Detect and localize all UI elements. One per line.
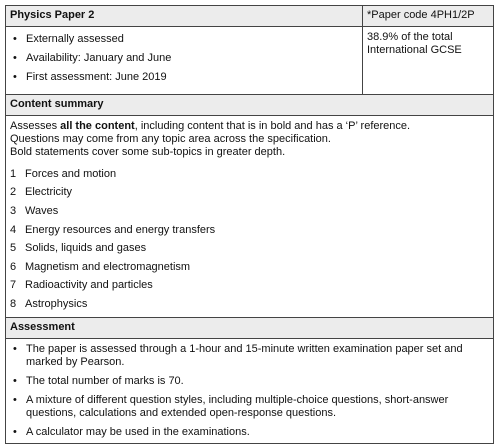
topic-item: [10, 165, 489, 184]
intro-line-2: Questions may come from any topic area across the specification.: [10, 133, 331, 145]
info-row: [6, 27, 493, 95]
weighting-cell: 38.9% of the total International GCSE: [367, 31, 462, 56]
topic-item: [10, 258, 489, 277]
intro-after: , including content that is in bold and has a ‘P’ reference.: [134, 120, 411, 132]
topic-label: Forces and motion: [25, 167, 117, 180]
topic-label: Waves: [25, 204, 59, 217]
assessment-item: • The paper is assessed through a 1-hour and 15-minute written examination paper set and marked by Pearson.: [10, 343, 489, 369]
topic-number: 2: [10, 186, 17, 199]
topic-item: [10, 202, 489, 221]
topic-label: Radioactivity and particles: [25, 279, 153, 292]
info-list: [10, 33, 358, 84]
topic-label: Astrophysics: [25, 297, 88, 310]
paper-code: *Paper code 4PH1/2P: [367, 9, 475, 21]
topic-label: Energy resources and energy transfers: [25, 223, 216, 236]
topic-number: 6: [10, 260, 17, 273]
intro-line-3: Bold statements cover some sub-topics in greater depth.: [10, 146, 286, 158]
topic-item: [10, 295, 489, 314]
spec-table: [5, 5, 494, 444]
content-summary-heading: Content summary: [6, 95, 493, 116]
info-item: • Availability: January and June: [10, 52, 358, 65]
topic-number: 8: [10, 297, 17, 310]
topic-list: [10, 165, 489, 314]
content-summary-body: [6, 116, 493, 318]
assessment-item: • A calculator may be used in the examinations.: [10, 426, 489, 439]
intro-bold: all the content: [60, 120, 135, 132]
assessment-body: [6, 339, 493, 443]
info-item: • Externally assessed: [10, 33, 358, 46]
topic-item: [10, 221, 489, 240]
topic-label: Solids, liquids and gases: [25, 242, 147, 255]
assessment-heading: Assessment: [6, 318, 493, 339]
assessment-item: • A mixture of different question styles, including multiple-choice questions, short-answer questions, calculations and extended open-response questions.: [10, 394, 489, 420]
assessment-list: [10, 343, 489, 439]
topic-label: Magnetism and electromagnetism: [25, 260, 191, 273]
topic-number: 5: [10, 242, 17, 255]
topic-item: [10, 184, 489, 203]
topic-item: [10, 277, 489, 296]
topic-number: 3: [10, 204, 17, 217]
header-row: [6, 6, 493, 27]
intro-before: Assesses: [10, 120, 61, 132]
topic-number: 1: [10, 167, 17, 180]
info-cell: [6, 27, 363, 94]
topic-number: 7: [10, 279, 17, 292]
topic-item: [10, 239, 489, 258]
topic-label: Electricity: [25, 186, 73, 199]
topic-number: 4: [10, 223, 17, 236]
paper-title: Physics Paper 2: [6, 6, 363, 26]
info-item: • First assessment: June 2019: [10, 71, 358, 84]
intro-line: [10, 120, 489, 133]
assessment-item: • The total number of marks is 70.: [10, 375, 489, 388]
